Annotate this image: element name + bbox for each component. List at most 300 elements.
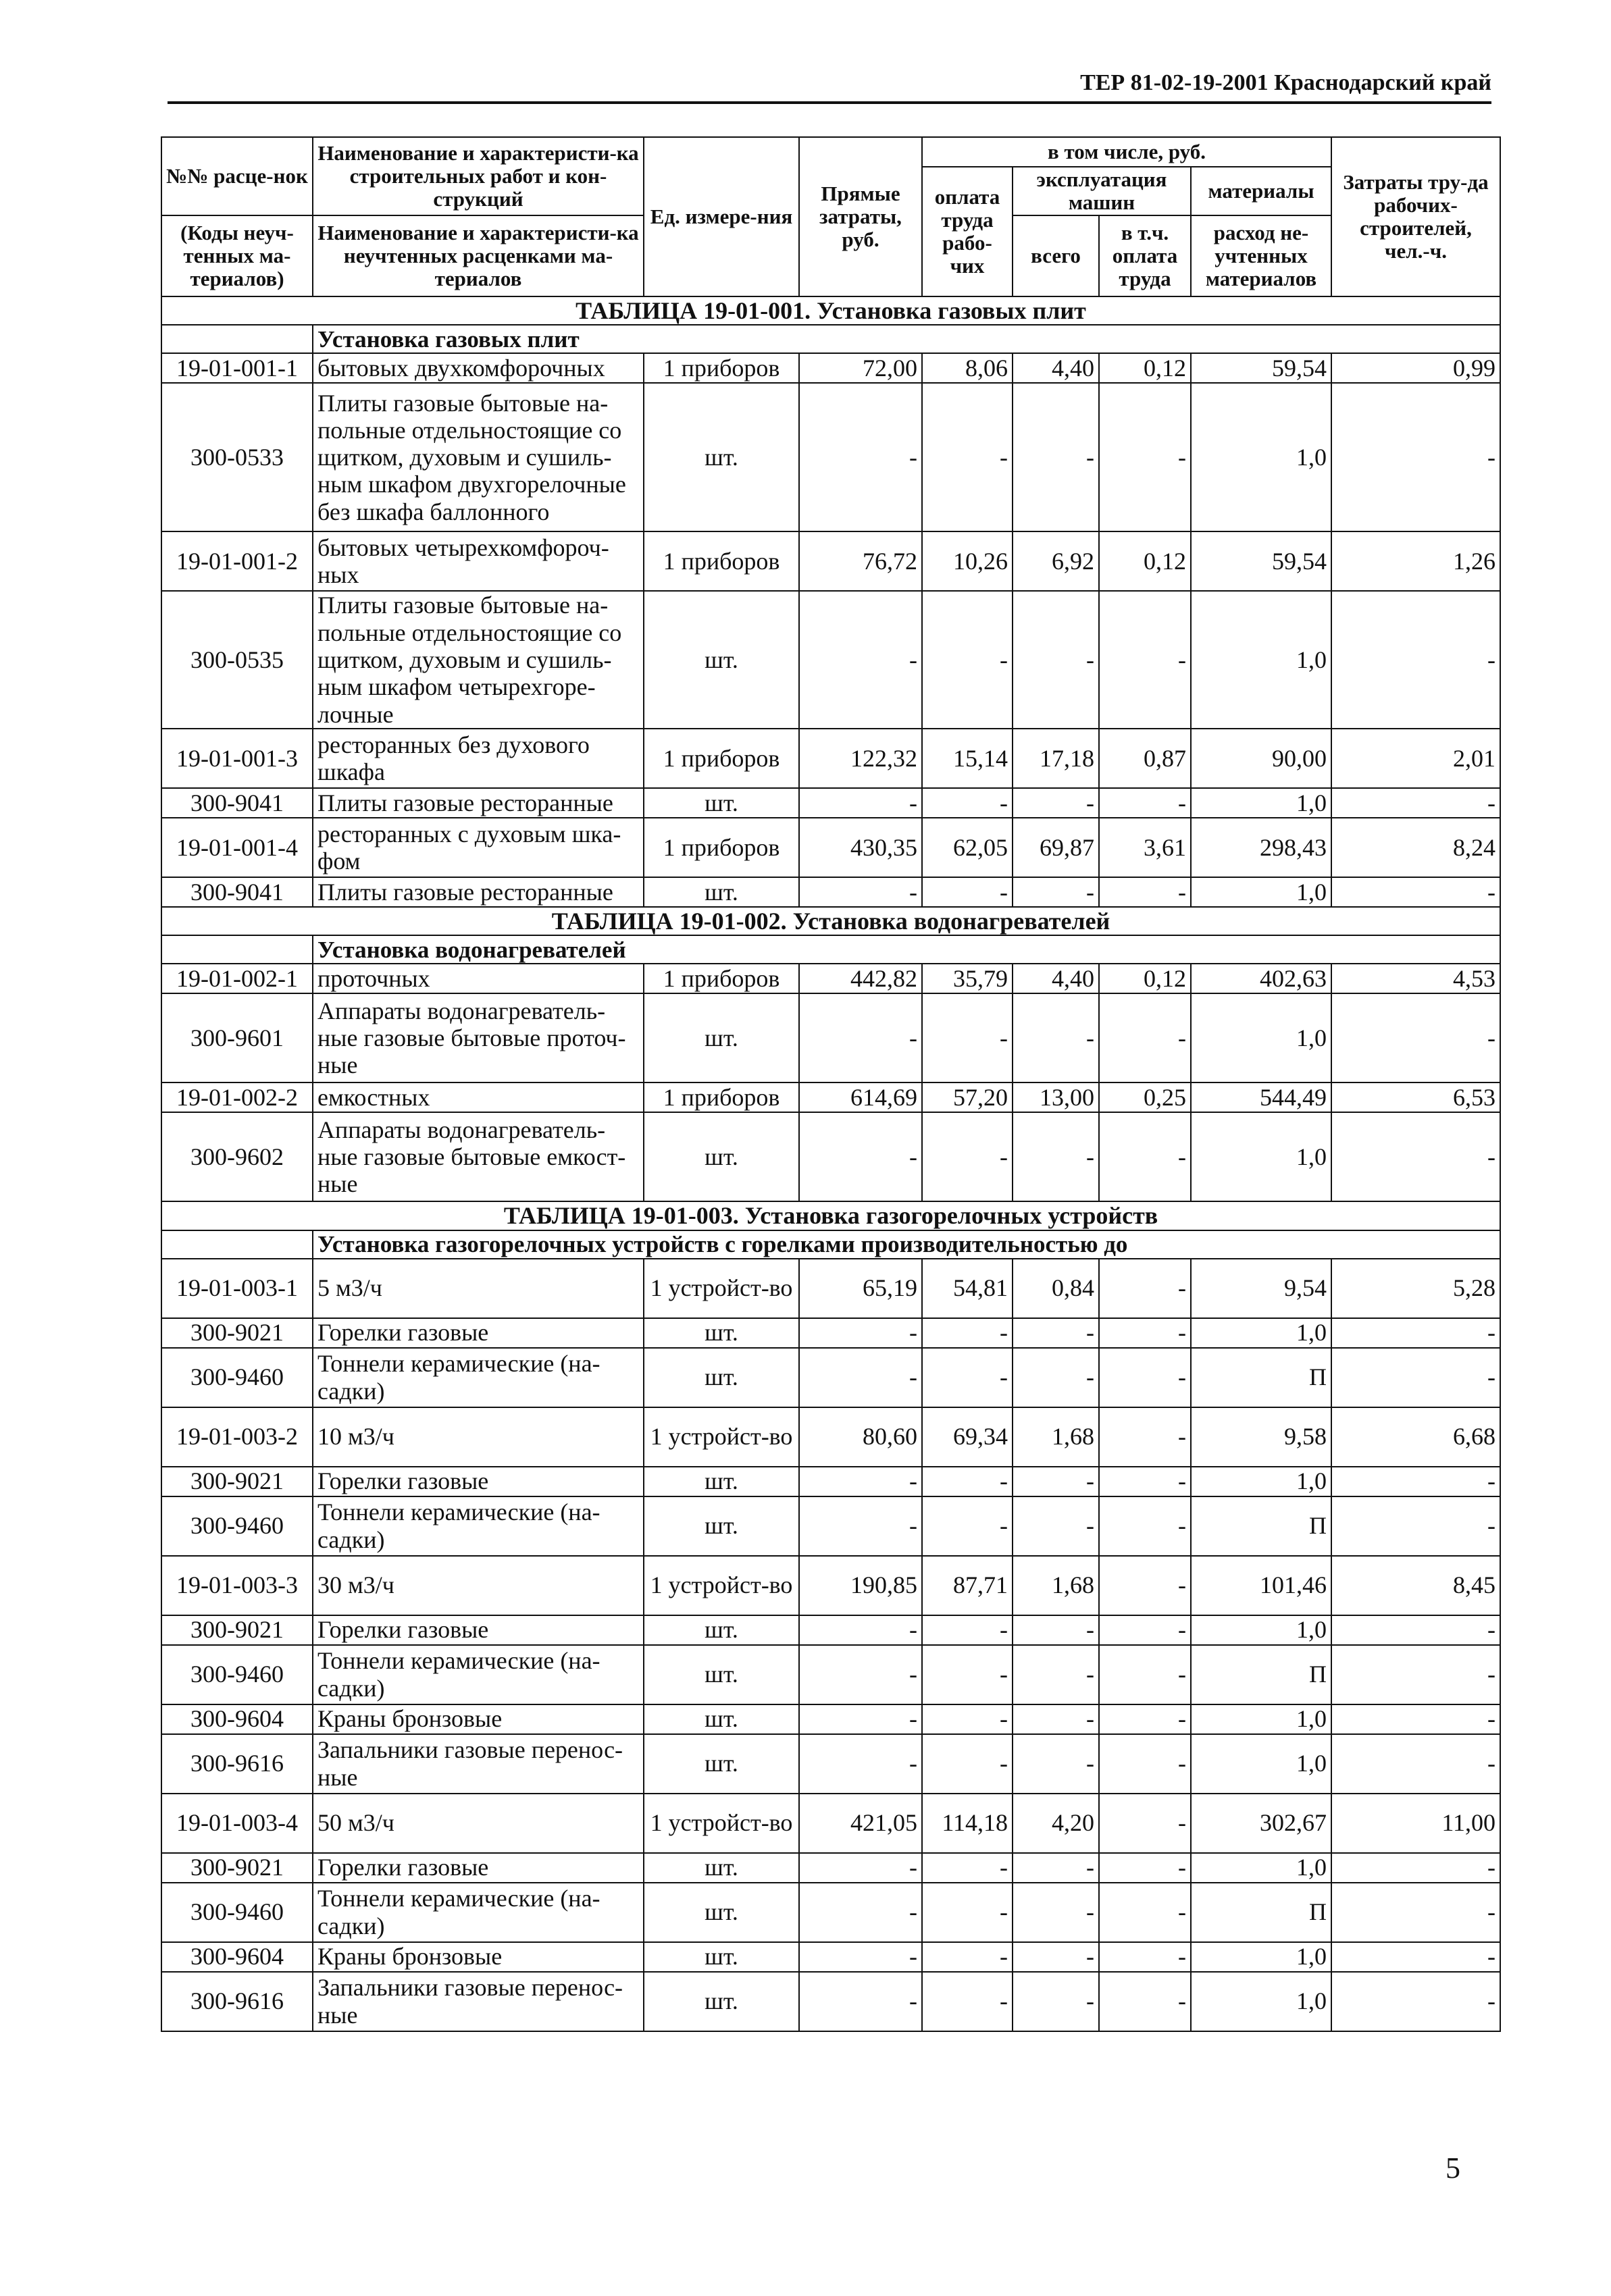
rate-mach-labor: 0,12: [1099, 353, 1191, 383]
rate-code: 19-01-001-2: [161, 531, 313, 591]
rate-labor: 8,06: [922, 353, 1013, 383]
material-mat: 1,0: [1191, 1972, 1331, 2031]
material-mach: -: [1013, 383, 1099, 531]
material-lcost: -: [1331, 788, 1500, 818]
material-lcost: -: [1331, 1853, 1500, 1883]
col-direct: Прямые затраты, руб.: [799, 137, 922, 296]
rate-unit: 1 приборов: [644, 818, 799, 877]
rate-mach: 4,40: [1013, 964, 1099, 993]
material-labor: -: [922, 1942, 1013, 1972]
material-direct: -: [799, 383, 922, 531]
col-materials-unacc: расход не-учтенных материалов: [1191, 215, 1331, 296]
rate-mach: 4,40: [1013, 353, 1099, 383]
col-materials: материалы: [1191, 167, 1331, 215]
material-labor: -: [922, 1972, 1013, 2031]
material-mat: 1,0: [1191, 788, 1331, 818]
rate-direct: 190,85: [799, 1556, 922, 1615]
material-mach-labor: -: [1099, 788, 1191, 818]
col-unit: Ед. измере-ния: [644, 137, 799, 296]
material-row: [161, 788, 1500, 818]
material-unit: шт.: [644, 1853, 799, 1883]
col-machines: эксплуатация машин: [1013, 167, 1191, 215]
table-row: [161, 1556, 1500, 1615]
group-row: [161, 935, 1500, 964]
material-lcost: -: [1331, 993, 1500, 1082]
material-unit: шт.: [644, 788, 799, 818]
material-mach: -: [1013, 591, 1099, 729]
rate-mat: 402,63: [1191, 964, 1331, 993]
material-mach: -: [1013, 1112, 1099, 1201]
material-code: 300-9616: [161, 1734, 313, 1794]
section-title-row: [161, 907, 1500, 935]
material-code: 300-9021: [161, 1615, 313, 1645]
material-mach-labor: -: [1099, 1496, 1191, 1556]
rate-name: 50 м3/ч: [313, 1794, 644, 1853]
rate-lcost: 2,01: [1331, 729, 1500, 788]
section-title-row: [161, 1201, 1500, 1230]
col-name-top: Наименование и характеристи-ка строительных работ и кон-струкций: [313, 137, 644, 215]
material-code: 300-9616: [161, 1972, 313, 2031]
material-direct: -: [799, 1883, 922, 1942]
material-labor: -: [922, 383, 1013, 531]
material-code: 300-9021: [161, 1853, 313, 1883]
material-mach-labor: -: [1099, 1467, 1191, 1496]
material-lcost: -: [1331, 1972, 1500, 2031]
rate-mat: 101,46: [1191, 1556, 1331, 1615]
rate-mach: 0,84: [1013, 1259, 1099, 1318]
material-unit: шт.: [644, 1883, 799, 1942]
rate-mat: 544,49: [1191, 1082, 1331, 1112]
rate-mach: 17,18: [1013, 729, 1099, 788]
rate-labor: 57,20: [922, 1082, 1013, 1112]
rate-lcost: 5,28: [1331, 1259, 1500, 1318]
material-mach: -: [1013, 1348, 1099, 1407]
rate-lcost: 6,53: [1331, 1082, 1500, 1112]
rate-name: 10 м3/ч: [313, 1407, 644, 1467]
rate-name: 5 м3/ч: [313, 1259, 644, 1318]
rate-labor: 35,79: [922, 964, 1013, 993]
section-title-row: [161, 296, 1500, 325]
rate-code: 19-01-001-3: [161, 729, 313, 788]
material-unit: шт.: [644, 1615, 799, 1645]
rate-mat: 59,54: [1191, 531, 1331, 591]
empty-cell: [161, 1230, 313, 1259]
rate-mach-labor: 3,61: [1099, 818, 1191, 877]
material-code: 300-9041: [161, 788, 313, 818]
material-code: 300-9460: [161, 1883, 313, 1942]
rate-mach-labor: 0,25: [1099, 1082, 1191, 1112]
rate-labor: 15,14: [922, 729, 1013, 788]
rate-name: бытовых четырехкомфороч-ных: [313, 531, 644, 591]
section-title: ТАБЛИЦА 19-01-001. Установка газовых плит: [161, 296, 1500, 325]
rate-direct: 430,35: [799, 818, 922, 877]
material-direct: -: [799, 1615, 922, 1645]
col-code-top: №№ расце-нок: [161, 137, 313, 215]
estimate-table: [161, 136, 1501, 2032]
material-code: 300-9460: [161, 1348, 313, 1407]
material-name: Горелки газовые: [313, 1467, 644, 1496]
rate-code: 19-01-003-1: [161, 1259, 313, 1318]
material-name: Тоннели керамические (на-садки): [313, 1348, 644, 1407]
material-mat: 1,0: [1191, 1853, 1331, 1883]
rate-direct: 80,60: [799, 1407, 922, 1467]
material-mach: -: [1013, 1645, 1099, 1704]
material-code: 300-9041: [161, 877, 313, 907]
material-unit: шт.: [644, 1942, 799, 1972]
material-code: 300-0535: [161, 591, 313, 729]
material-row: [161, 1318, 1500, 1348]
material-mat: 1,0: [1191, 993, 1331, 1082]
material-lcost: -: [1331, 1318, 1500, 1348]
page-header: ТЕР 81-02-19-2001 Краснодарский край: [1080, 70, 1491, 95]
material-name: Горелки газовые: [313, 1615, 644, 1645]
group-title: Установка водонагревателей: [313, 935, 1500, 964]
material-mat: 1,0: [1191, 591, 1331, 729]
material-mat: 1,0: [1191, 1467, 1331, 1496]
material-labor: -: [922, 1112, 1013, 1201]
header-rule: [168, 101, 1491, 104]
material-lcost: -: [1331, 1883, 1500, 1942]
material-mat: П: [1191, 1883, 1331, 1942]
material-mach: -: [1013, 1467, 1099, 1496]
rate-mach-labor: -: [1099, 1259, 1191, 1318]
material-lcost: -: [1331, 1496, 1500, 1556]
material-unit: шт.: [644, 993, 799, 1082]
rate-mach-labor: -: [1099, 1407, 1191, 1467]
material-code: 300-0533: [161, 383, 313, 531]
group-title: Установка газогорелочных устройств с горелками производительностью до: [313, 1230, 1500, 1259]
rate-code: 19-01-001-1: [161, 353, 313, 383]
rate-name: бытовых двухкомфорочных: [313, 353, 644, 383]
material-lcost: -: [1331, 591, 1500, 729]
material-code: 300-9601: [161, 993, 313, 1082]
material-labor: -: [922, 591, 1013, 729]
rate-labor: 10,26: [922, 531, 1013, 591]
material-direct: -: [799, 1318, 922, 1348]
material-mat: 1,0: [1191, 383, 1331, 531]
material-mach: -: [1013, 1734, 1099, 1794]
material-row: [161, 993, 1500, 1082]
rate-code: 19-01-003-3: [161, 1556, 313, 1615]
rate-labor: 87,71: [922, 1556, 1013, 1615]
material-mat: П: [1191, 1645, 1331, 1704]
material-lcost: -: [1331, 383, 1500, 531]
rate-unit: 1 приборов: [644, 729, 799, 788]
rate-mat: 90,00: [1191, 729, 1331, 788]
table-row: [161, 1407, 1500, 1467]
material-mach: -: [1013, 1496, 1099, 1556]
col-incl: в том числе, руб.: [922, 137, 1331, 167]
material-lcost: -: [1331, 1348, 1500, 1407]
material-unit: шт.: [644, 1496, 799, 1556]
rate-lcost: 8,24: [1331, 818, 1500, 877]
material-name: Тоннели керамические (на-садки): [313, 1883, 644, 1942]
rate-code: 19-01-001-4: [161, 818, 313, 877]
material-unit: шт.: [644, 877, 799, 907]
material-labor: -: [922, 877, 1013, 907]
material-labor: -: [922, 1615, 1013, 1645]
material-mach: -: [1013, 1972, 1099, 2031]
rate-code: 19-01-003-2: [161, 1407, 313, 1467]
rate-code: 19-01-002-2: [161, 1082, 313, 1112]
rate-labor: 69,34: [922, 1407, 1013, 1467]
material-mat: П: [1191, 1496, 1331, 1556]
rate-unit: 1 устройст-во: [644, 1794, 799, 1853]
material-direct: -: [799, 1942, 922, 1972]
material-lcost: -: [1331, 1942, 1500, 1972]
rate-labor: 114,18: [922, 1794, 1013, 1853]
material-lcost: -: [1331, 877, 1500, 907]
col-machines-labor: в т.ч. оплата труда: [1099, 215, 1191, 296]
rate-mat: 9,54: [1191, 1259, 1331, 1318]
rate-mach-labor: -: [1099, 1556, 1191, 1615]
material-unit: шт.: [644, 1734, 799, 1794]
rate-mach: 1,68: [1013, 1407, 1099, 1467]
material-lcost: -: [1331, 1112, 1500, 1201]
material-mach-labor: -: [1099, 1645, 1191, 1704]
rate-name: ресторанных без духового шкафа: [313, 729, 644, 788]
rate-unit: 1 приборов: [644, 531, 799, 591]
rate-direct: 76,72: [799, 531, 922, 591]
material-direct: -: [799, 1112, 922, 1201]
rate-lcost: 8,45: [1331, 1556, 1500, 1615]
rate-unit: 1 устройст-во: [644, 1407, 799, 1467]
material-mach-labor: -: [1099, 1853, 1191, 1883]
material-name: Горелки газовые: [313, 1318, 644, 1348]
material-unit: шт.: [644, 1318, 799, 1348]
col-labor-cost: Затраты тру-да рабочих-строителей, чел.-ч.: [1331, 137, 1500, 296]
material-mach-labor: -: [1099, 1972, 1191, 2031]
material-direct: -: [799, 877, 922, 907]
material-row: [161, 383, 1500, 531]
rate-mach-labor: -: [1099, 1794, 1191, 1853]
material-labor: -: [922, 788, 1013, 818]
rate-labor: 62,05: [922, 818, 1013, 877]
material-lcost: -: [1331, 1645, 1500, 1704]
material-name: Краны бронзовые: [313, 1704, 644, 1734]
page-number: 5: [1446, 2151, 1460, 2185]
material-direct: -: [799, 788, 922, 818]
rate-lcost: 6,68: [1331, 1407, 1500, 1467]
rate-mach-labor: 0,12: [1099, 964, 1191, 993]
material-mach: -: [1013, 1318, 1099, 1348]
material-unit: шт.: [644, 1645, 799, 1704]
table-row: [161, 531, 1500, 591]
material-labor: -: [922, 1883, 1013, 1942]
empty-cell: [161, 325, 313, 353]
material-mach-labor: -: [1099, 877, 1191, 907]
rate-direct: 614,69: [799, 1082, 922, 1112]
material-mach-labor: -: [1099, 993, 1191, 1082]
material-row: [161, 1496, 1500, 1556]
material-mat: 1,0: [1191, 1734, 1331, 1794]
material-name: Аппараты водонагреватель-ные газовые бытовые емкост-ные: [313, 1112, 644, 1201]
material-mach: -: [1013, 1942, 1099, 1972]
material-name: Запальники газовые перенос-ные: [313, 1972, 644, 2031]
material-lcost: -: [1331, 1734, 1500, 1794]
material-code: 300-9460: [161, 1496, 313, 1556]
material-name: Тоннели керамические (на-садки): [313, 1496, 644, 1556]
material-row: [161, 1942, 1500, 1972]
rate-unit: 1 устройст-во: [644, 1556, 799, 1615]
table-row: [161, 818, 1500, 877]
material-mach: -: [1013, 1883, 1099, 1942]
material-name: Горелки газовые: [313, 1853, 644, 1883]
rate-direct: 442,82: [799, 964, 922, 993]
material-unit: шт.: [644, 1112, 799, 1201]
material-row: [161, 1883, 1500, 1942]
rate-code: 19-01-002-1: [161, 964, 313, 993]
material-labor: -: [922, 1853, 1013, 1883]
group-row: [161, 1230, 1500, 1259]
material-mach: -: [1013, 877, 1099, 907]
section-title: ТАБЛИЦА 19-01-003. Установка газогорелочных устройств: [161, 1201, 1500, 1230]
material-mach-labor: -: [1099, 1704, 1191, 1734]
material-row: [161, 877, 1500, 907]
material-unit: шт.: [644, 1348, 799, 1407]
material-code: 300-9021: [161, 1318, 313, 1348]
material-labor: -: [922, 1734, 1013, 1794]
table-header: [161, 137, 1500, 296]
material-direct: -: [799, 1645, 922, 1704]
rate-mach: 1,68: [1013, 1556, 1099, 1615]
material-row: [161, 1615, 1500, 1645]
material-unit: шт.: [644, 591, 799, 729]
rate-mach: 4,20: [1013, 1794, 1099, 1853]
material-code: 300-9460: [161, 1645, 313, 1704]
table-row: [161, 353, 1500, 383]
table-row: [161, 964, 1500, 993]
table-row: [161, 729, 1500, 788]
material-mat: 1,0: [1191, 1704, 1331, 1734]
material-row: [161, 1467, 1500, 1496]
material-name: Плиты газовые ресторанные: [313, 788, 644, 818]
table-row: [161, 1259, 1500, 1318]
material-labor: -: [922, 1496, 1013, 1556]
rate-mach: 69,87: [1013, 818, 1099, 877]
group-title: Установка газовых плит: [313, 325, 1500, 353]
rate-lcost: 11,00: [1331, 1794, 1500, 1853]
material-name: Плиты газовые бытовые на-польные отдельностоящие со щитком, духовым и сушиль-ным шкафом четырехгоре-лочные: [313, 591, 644, 729]
col-name-bottom: Наименование и характеристи-ка неучтенных расценками ма-териалов: [313, 215, 644, 296]
material-mat: 1,0: [1191, 1615, 1331, 1645]
rate-mach-labor: 0,87: [1099, 729, 1191, 788]
table-row: [161, 1794, 1500, 1853]
rate-mach: 6,92: [1013, 531, 1099, 591]
material-labor: -: [922, 1348, 1013, 1407]
material-direct: -: [799, 1972, 922, 2031]
material-mach-labor: -: [1099, 1318, 1191, 1348]
group-row: [161, 325, 1500, 353]
rate-mat: 9,58: [1191, 1407, 1331, 1467]
material-direct: -: [799, 1734, 922, 1794]
material-lcost: -: [1331, 1704, 1500, 1734]
material-row: [161, 1853, 1500, 1883]
rate-mat: 59,54: [1191, 353, 1331, 383]
material-mach-labor: -: [1099, 383, 1191, 531]
material-direct: -: [799, 1348, 922, 1407]
material-mach: -: [1013, 788, 1099, 818]
material-code: 300-9602: [161, 1112, 313, 1201]
material-mach: -: [1013, 1853, 1099, 1883]
material-code: 300-9021: [161, 1467, 313, 1496]
material-lcost: -: [1331, 1467, 1500, 1496]
material-mach: -: [1013, 1704, 1099, 1734]
rate-name: проточных: [313, 964, 644, 993]
material-direct: -: [799, 1853, 922, 1883]
material-direct: -: [799, 591, 922, 729]
material-row: [161, 591, 1500, 729]
col-code-bottom: (Коды неуч-тенных ма-териалов): [161, 215, 313, 296]
material-mat: 1,0: [1191, 1318, 1331, 1348]
rate-direct: 65,19: [799, 1259, 922, 1318]
rate-lcost: 0,99: [1331, 353, 1500, 383]
material-direct: -: [799, 993, 922, 1082]
rate-unit: 1 устройст-во: [644, 1259, 799, 1318]
rate-mach: 13,00: [1013, 1082, 1099, 1112]
material-name: Тоннели керамические (на-садки): [313, 1645, 644, 1704]
material-lcost: -: [1331, 1615, 1500, 1645]
rate-lcost: 4,53: [1331, 964, 1500, 993]
rate-mat: 298,43: [1191, 818, 1331, 877]
rate-unit: 1 приборов: [644, 964, 799, 993]
table-row: [161, 1082, 1500, 1112]
rate-lcost: 1,26: [1331, 531, 1500, 591]
material-mat: 1,0: [1191, 1112, 1331, 1201]
table-body: [161, 296, 1500, 2031]
rate-labor: 54,81: [922, 1259, 1013, 1318]
material-labor: -: [922, 1467, 1013, 1496]
material-unit: шт.: [644, 383, 799, 531]
rate-name: емкостных: [313, 1082, 644, 1112]
material-labor: -: [922, 993, 1013, 1082]
rate-mach-labor: 0,12: [1099, 531, 1191, 591]
material-name: Плиты газовые ресторанные: [313, 877, 644, 907]
material-labor: -: [922, 1318, 1013, 1348]
material-mach-labor: -: [1099, 1348, 1191, 1407]
material-mach-labor: -: [1099, 591, 1191, 729]
material-name: Краны бронзовые: [313, 1942, 644, 1972]
material-mach-labor: -: [1099, 1615, 1191, 1645]
col-labor-pay: оплата труда рабо-чих: [922, 167, 1013, 296]
material-unit: шт.: [644, 1704, 799, 1734]
rate-unit: 1 приборов: [644, 1082, 799, 1112]
rate-direct: 421,05: [799, 1794, 922, 1853]
material-direct: -: [799, 1704, 922, 1734]
rate-name: 30 м3/ч: [313, 1556, 644, 1615]
material-mach-labor: -: [1099, 1112, 1191, 1201]
material-mach-labor: -: [1099, 1734, 1191, 1794]
material-row: [161, 1112, 1500, 1201]
material-unit: шт.: [644, 1972, 799, 2031]
material-direct: -: [799, 1496, 922, 1556]
rate-name: ресторанных с духовым шка-фом: [313, 818, 644, 877]
material-labor: -: [922, 1645, 1013, 1704]
material-row: [161, 1972, 1500, 2031]
material-row: [161, 1348, 1500, 1407]
rate-mat: 302,67: [1191, 1794, 1331, 1853]
material-mat: 1,0: [1191, 1942, 1331, 1972]
material-mat: 1,0: [1191, 877, 1331, 907]
material-name: Запальники газовые перенос-ные: [313, 1734, 644, 1794]
col-machines-total: всего: [1013, 215, 1099, 296]
rate-direct: 122,32: [799, 729, 922, 788]
section-title: ТАБЛИЦА 19-01-002. Установка водонагревателей: [161, 907, 1500, 935]
material-mach: -: [1013, 993, 1099, 1082]
rate-unit: 1 приборов: [644, 353, 799, 383]
material-mach-labor: -: [1099, 1883, 1191, 1942]
material-row: [161, 1704, 1500, 1734]
